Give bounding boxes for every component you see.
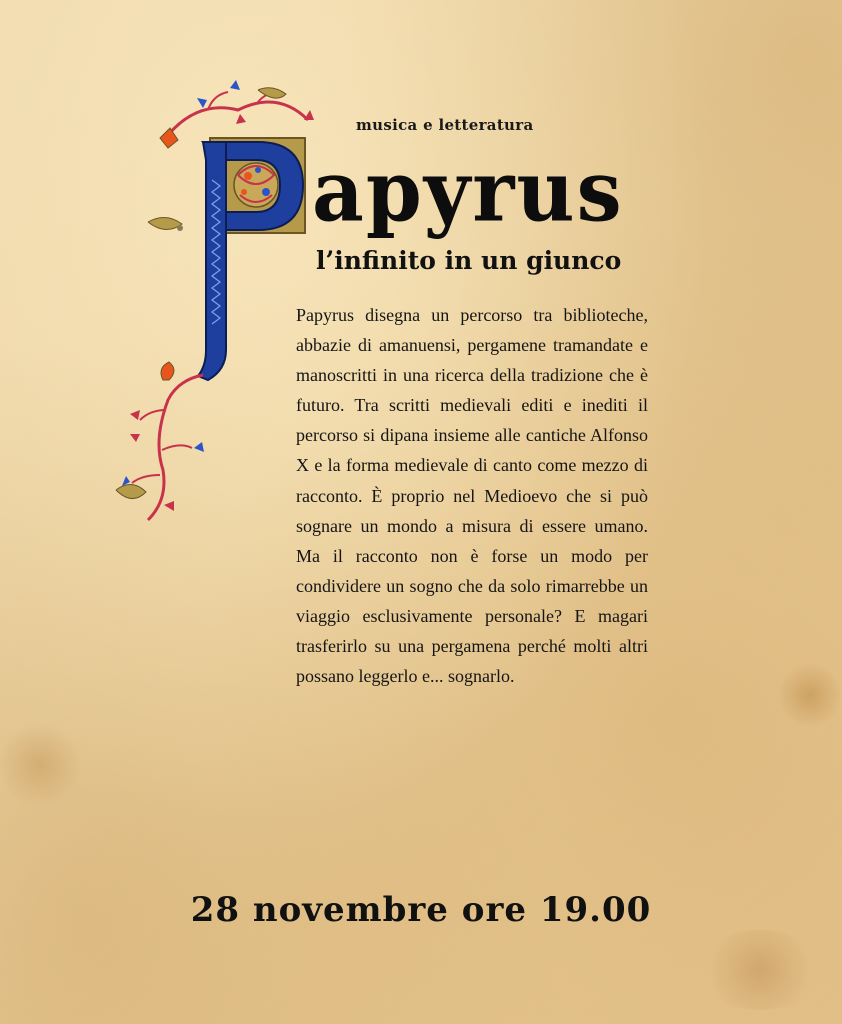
title-papyrus: apyrus [312,141,624,241]
illuminated-initial-p [108,80,328,530]
kicker-text: musica e letteratura [356,116,534,134]
illuminated-initial-icon [108,80,328,530]
tagline: l’infinito in un giunco [316,246,622,275]
parchment-stain [0,720,80,810]
parchment-stain [700,930,820,1010]
event-date: 28 novembre ore 19.00 [190,890,652,930]
body-paragraph: Papyrus disegna un percorso tra biblioteche, abbazie di amanuensi, pergamene tramandate e manoscritti in una ricerca della tradizione che è futuro. Tra scritti medievali editi e inediti il percorso si dipana insieme alle cantiche Alfonso X e la forma medievale di canto come mezzo di racconto. È proprio nel Medioevo che si può sognare un mondo a misura di essere umano. Ma il racconto non è forse un modo per condividere un sogno che da solo rimarrebbe un viaggio esclusivamente personale? E magari trasferirlo su una pergamena perché molti altri possano leggerlo e... sognarlo. [296,305,648,687]
parchment-stain [780,660,840,730]
